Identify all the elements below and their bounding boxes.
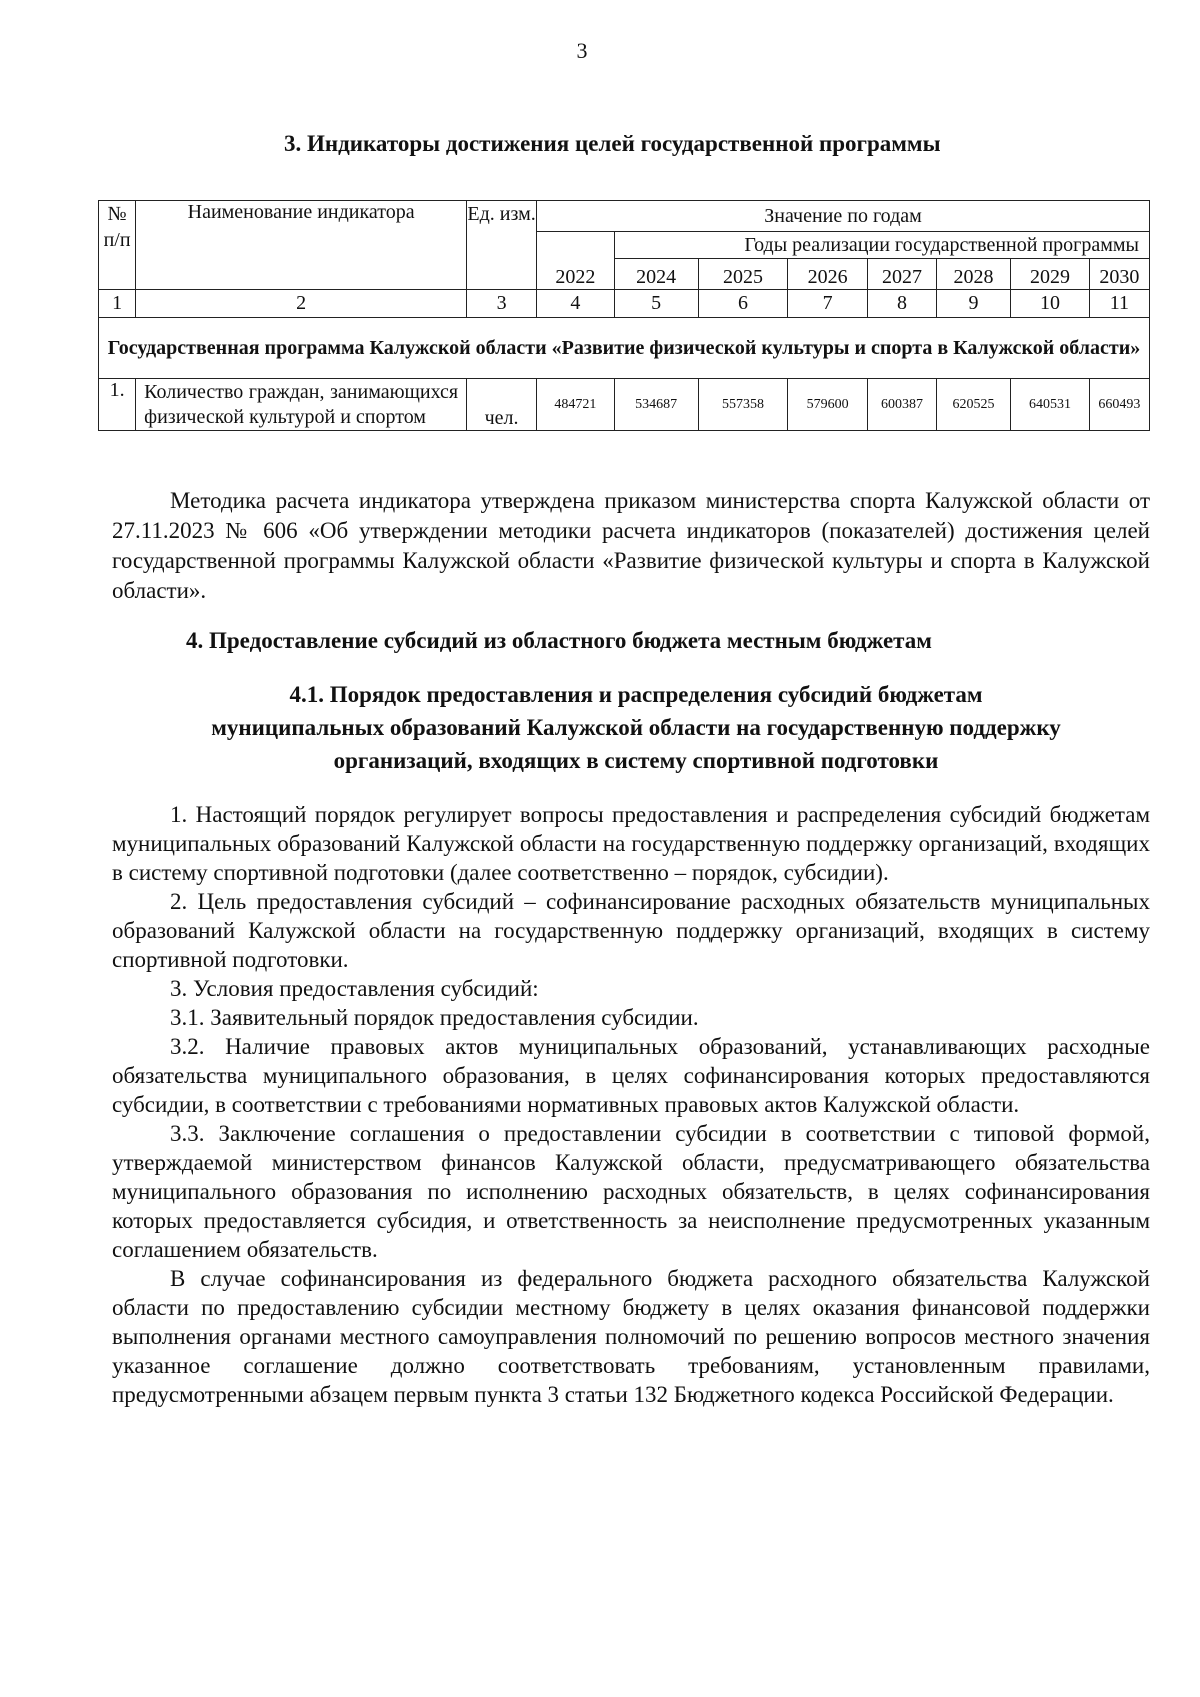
- table-row: [99, 379, 1150, 431]
- paragraph: 3.2. Наличие правовых актов муниципальных образований, устанавливающих расходные обязательства муниципального образования, в целях софинансирования которых предоставляются субсидии, в соответствии с требованиями нормативных правовых актов Калужской области.: [112, 1034, 1150, 1117]
- header-values-by-year: Значение по годам: [537, 201, 1150, 232]
- column-number: 6: [698, 290, 788, 318]
- paragraph: 1. Настоящий порядок регулирует вопросы предоставления и распределения субсидий бюджетам муниципальных образований Калужской области на государственную поддержку организаций, входящих в систему спортивной подготовки (далее соответственно – порядок, субсидии).: [112, 802, 1150, 885]
- value-2025: 557358: [698, 379, 788, 431]
- header-no: № п/п: [99, 201, 136, 290]
- page-number: 3: [576, 38, 588, 63]
- paragraph: 3.3. Заключение соглашения о предоставлении субсидии в соответствии с типовой формой, утверждаемой министерством финансов Калужской области, предусматривающего обязательства муниципального образования по исполнению расходных обязательств, в целях софинансирования которых предоставляется субсидия, и ответственность за неисполнение предусмотренных указанным соглашением обязательств.: [112, 1121, 1150, 1262]
- column-number: 11: [1089, 290, 1149, 318]
- column-number: 4: [537, 290, 615, 318]
- methodology-text: Методика расчета индикатора утверждена приказом министерства спорта Калужской области от 27.11.2023 № 606 «Об утверждении методики расчета индикаторов (показателей) достижения целей государственной программы Калужской области «Развитие физической культуры и спорта в Калужской области».: [112, 488, 1150, 603]
- header-year-2026: 2026: [788, 259, 868, 290]
- header-year-2024: 2024: [614, 259, 698, 290]
- methodology-paragraph: [112, 486, 1150, 606]
- header-year-2025: 2025: [698, 259, 788, 290]
- header-year-2028: 2028: [936, 259, 1010, 290]
- body-text: [112, 800, 1150, 1409]
- paragraph: 2. Цель предоставления субсидий – софинансирование расходных обязательств муниципальных образований Калужской области на государственную поддержку организаций, входящих в систему спортивной подготовки.: [112, 889, 1150, 972]
- header-year-2029: 2029: [1011, 259, 1090, 290]
- header-year-2027: 2027: [868, 259, 937, 290]
- subsection-4-1-title: [126, 678, 1146, 777]
- subsection-title-line: муниципальных образований Калужской области на государственную поддержку: [211, 715, 1061, 740]
- column-number: 2: [136, 290, 467, 318]
- column-number-row: [99, 290, 1150, 318]
- section-3-title: 3. Индикаторы достижения целей государственной программы: [284, 131, 941, 156]
- value-2028: 620525: [936, 379, 1010, 431]
- column-number: 7: [788, 290, 868, 318]
- paragraph: В случае софинансирования из федерального бюджета расходного обязательства Калужской области по предоставлению субсидии местному бюджету в целях оказания финансовой поддержки выполнения органами местного самоуправления полномочий по решению вопросов местного значения указанное соглашение должно соответствовать требованиям, установленным правилами, предусмотренными абзацем первым пункта 3 статьи 132 Бюджетного кодекса Российской Федерации.: [112, 1266, 1150, 1407]
- paragraph: 3.1. Заявительный порядок предоставления субсидии.: [170, 1005, 699, 1030]
- value-2030: 660493: [1089, 379, 1149, 431]
- indicator-unit: чел.: [467, 379, 537, 431]
- value-2022: 484721: [537, 379, 615, 431]
- column-number: 10: [1011, 290, 1090, 318]
- column-number: 1: [99, 290, 136, 318]
- column-number: 9: [936, 290, 1010, 318]
- column-number: 3: [467, 290, 537, 318]
- row-number: 1.: [99, 379, 136, 431]
- section-4-title: 4. Предоставление субсидий из областного бюджета местным бюджетам: [186, 628, 932, 653]
- value-2026: 579600: [788, 379, 868, 431]
- header-program-years: Годы реализации государственной программы: [614, 232, 1149, 259]
- program-name-row: Государственная программа Калужской области «Развитие физической культуры и спорта в Калужской области»: [99, 318, 1150, 379]
- column-number: 5: [614, 290, 698, 318]
- value-2027: 600387: [868, 379, 937, 431]
- header-indicator-name: Наименование индикатора: [136, 201, 467, 290]
- value-2024: 534687: [614, 379, 698, 431]
- paragraph: 3. Условия предоставления субсидий:: [170, 976, 539, 1001]
- header-year-2030: 2030: [1089, 259, 1149, 290]
- subsection-title-line: организаций, входящих в систему спортивной подготовки: [333, 748, 939, 773]
- header-year-2022: 2022: [537, 232, 615, 290]
- header-unit: Ед. изм.: [467, 201, 537, 290]
- value-2029: 640531: [1011, 379, 1090, 431]
- indicators-table: [98, 200, 1150, 431]
- indicator-name: Количество граждан, занимающихся физической культурой и спортом: [136, 379, 467, 431]
- column-number: 8: [868, 290, 937, 318]
- subsection-title-line: 4.1. Порядок предоставления и распределения субсидий бюджетам: [289, 682, 983, 707]
